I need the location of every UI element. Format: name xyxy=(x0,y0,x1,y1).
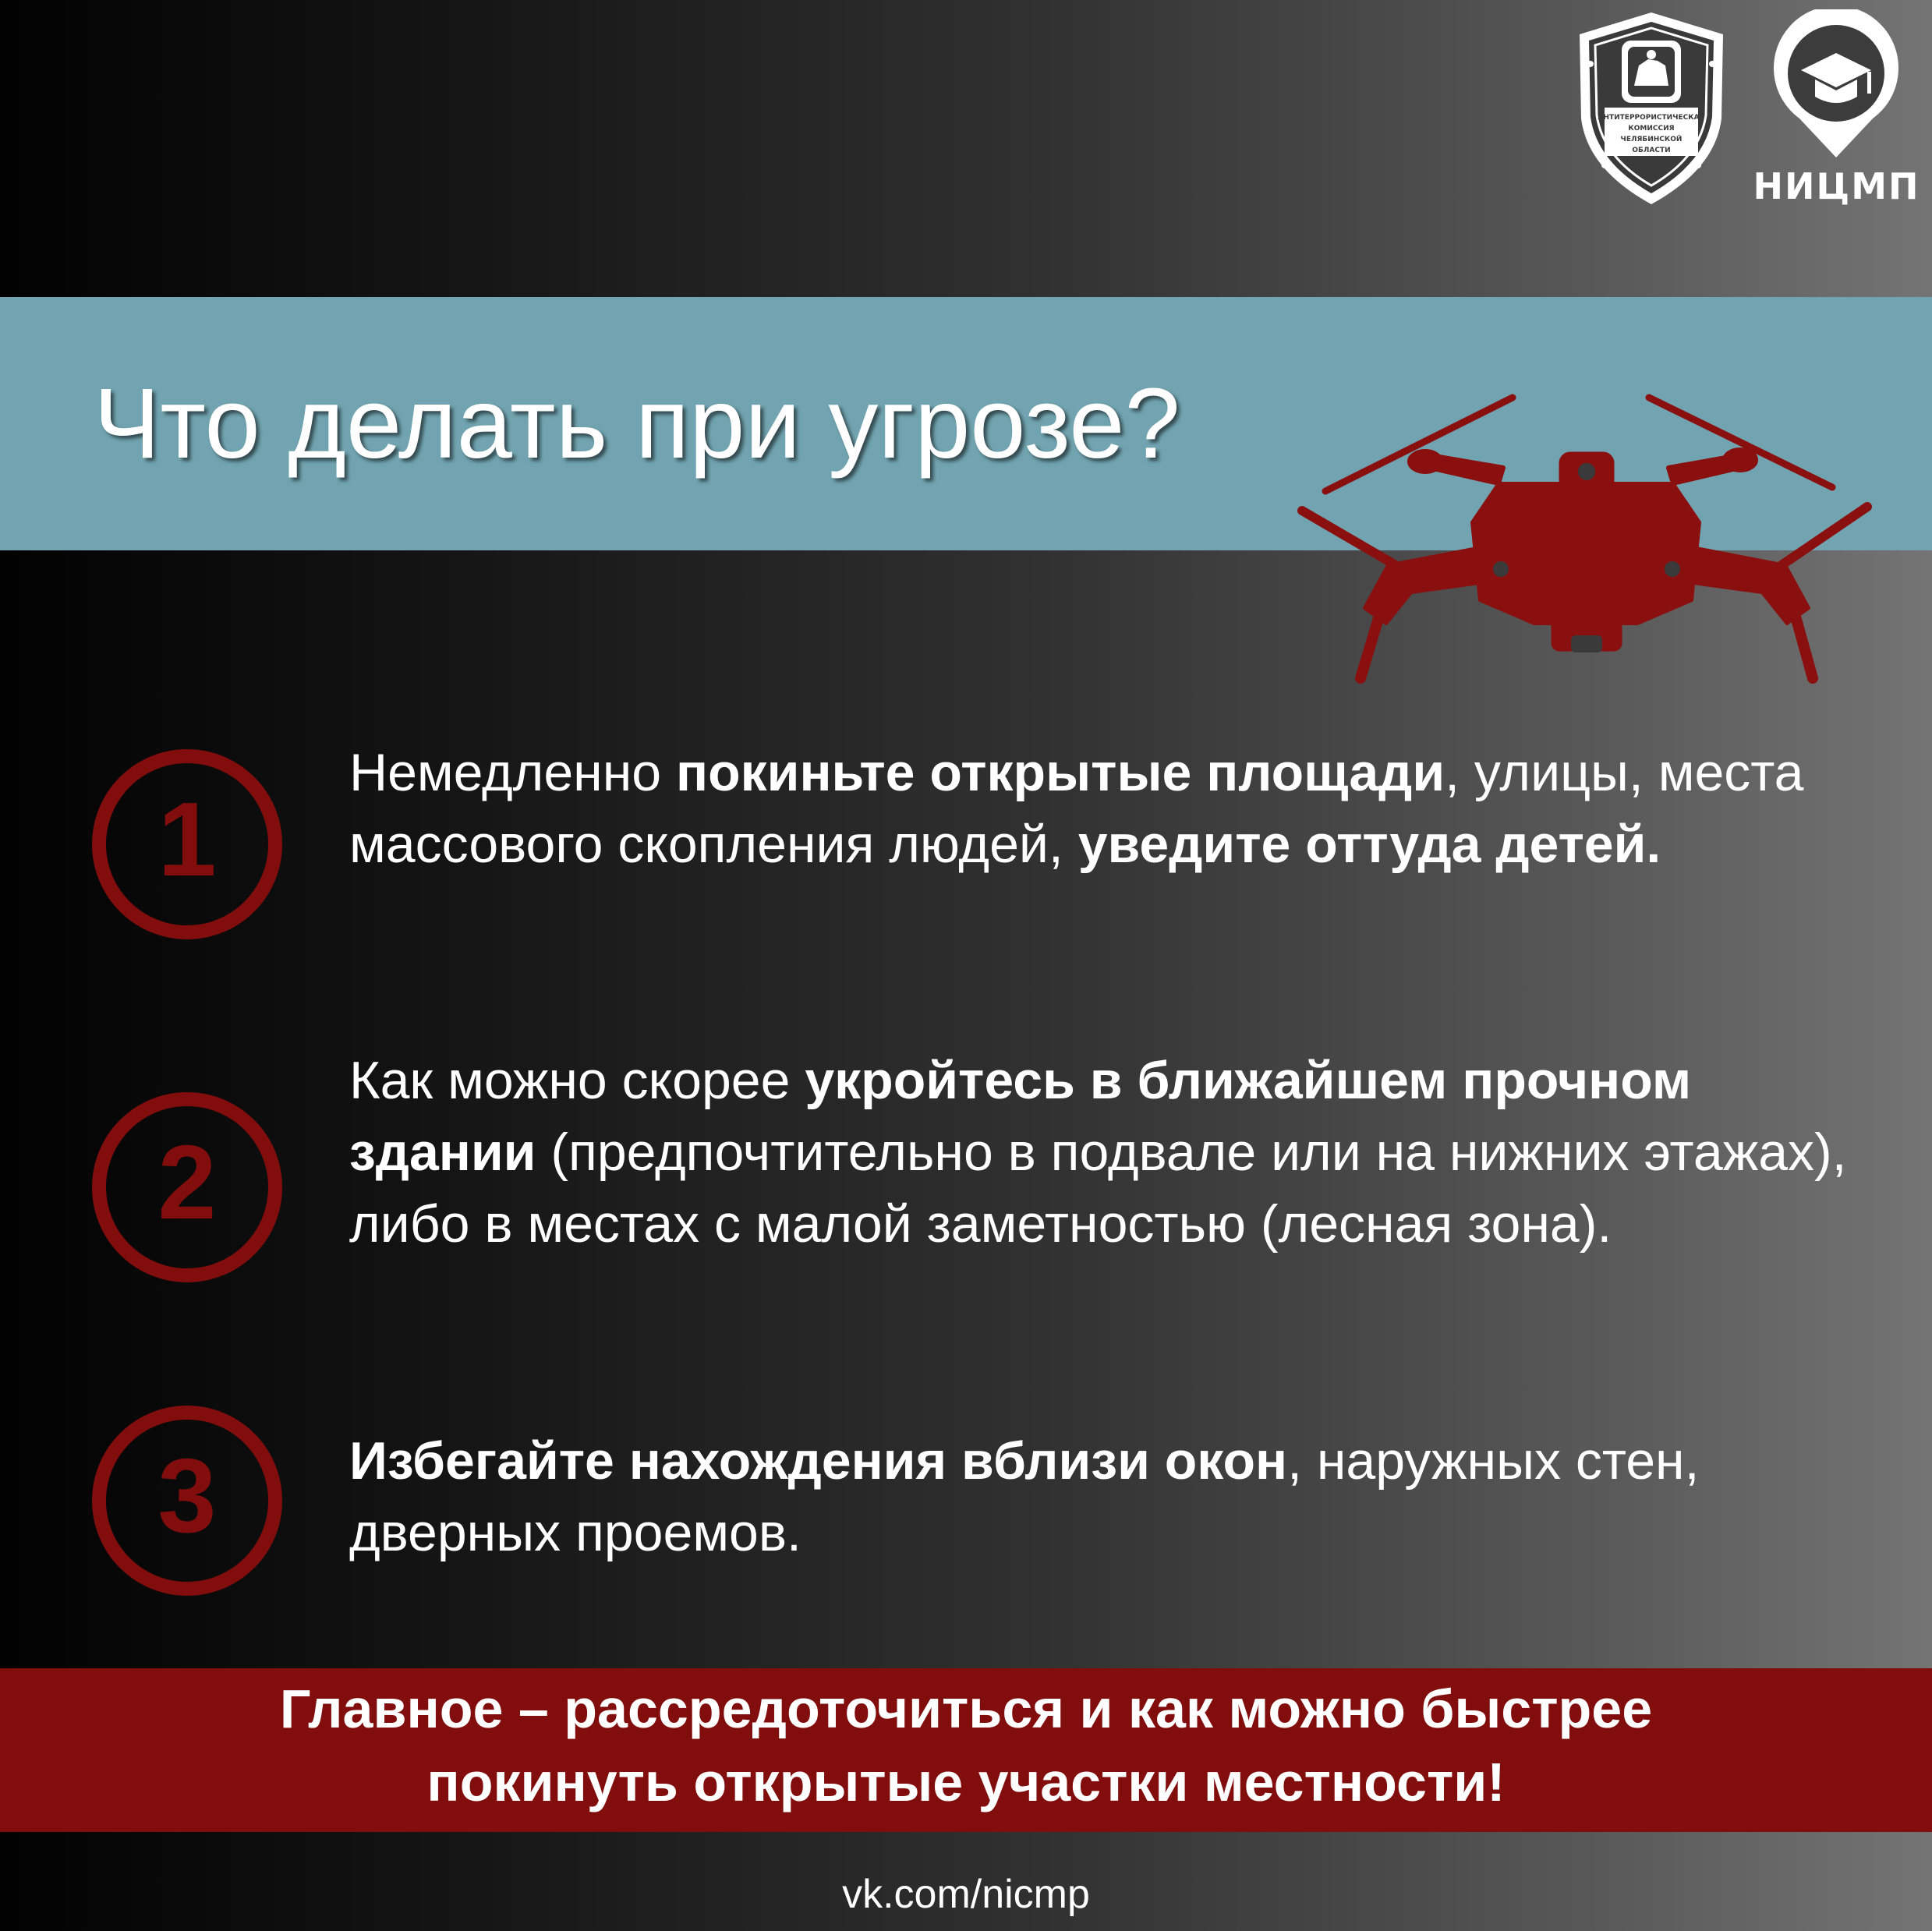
location-pin-icon xyxy=(1753,9,1920,165)
main-message-band xyxy=(0,1668,1932,1832)
step-number: 1 xyxy=(157,780,217,898)
step-text xyxy=(349,737,1870,880)
step-number-badge xyxy=(90,1090,285,1285)
step-text-emphasis: укройтесь в ближайшем прочном здании xyxy=(349,1051,1692,1182)
svg-text:ОБЛАСТИ: ОБЛАСТИ xyxy=(1632,147,1671,154)
step-text-part: , улицы, места массового скопления людей, xyxy=(349,743,1804,874)
step-text-part: Как можно скорее xyxy=(349,1051,805,1110)
svg-text:КОМИССИЯ: КОМИССИЯ xyxy=(1628,125,1675,133)
step-number-badge xyxy=(90,1403,285,1598)
step-text-emphasis: Избегайте нахождения вблизи окон xyxy=(349,1431,1288,1491)
page-title: Что делать при угрозе? xyxy=(94,368,1180,479)
svg-text:АНТИТЕРРОРИСТИЧЕСКАЯ: АНТИТЕРРОРИСТИЧЕСКАЯ xyxy=(1598,114,1705,122)
step-text-part: , наружных стен, дверных проемов. xyxy=(349,1431,1700,1562)
step-text-part: Немедленно xyxy=(349,743,676,802)
step-text-emphasis: покиньте открытые площади xyxy=(676,743,1445,802)
step-number: 3 xyxy=(157,1437,217,1554)
step-text-part: (предпочтительно в подвале или на нижних этажах), либо в местах с малой заметностью (лесная зона). xyxy=(349,1123,1847,1254)
step-number-badge xyxy=(90,747,285,942)
svg-text:ЧЕЛЯБИНСКОЙ: ЧЕЛЯБИНСКОЙ xyxy=(1620,136,1683,143)
brand-name: НИЦМП xyxy=(1753,165,1920,207)
main-message-line-2: покинуть открытые участки местности! xyxy=(426,1752,1506,1813)
logos-group xyxy=(1573,9,1924,216)
drone-icon xyxy=(1294,374,1879,686)
commission-emblem-icon xyxy=(1573,9,1729,208)
nicmp-logo xyxy=(1753,9,1920,216)
step-text xyxy=(349,1425,1870,1568)
footer-link[interactable]: vk.com/nicmp xyxy=(842,1872,1090,1917)
step-text-emphasis: уведите оттуда детей. xyxy=(1077,815,1661,874)
main-message-line-1: Главное – рассредоточиться и как можно быстрее xyxy=(279,1678,1653,1739)
step-text xyxy=(349,1045,1870,1260)
step-number: 2 xyxy=(157,1123,217,1241)
